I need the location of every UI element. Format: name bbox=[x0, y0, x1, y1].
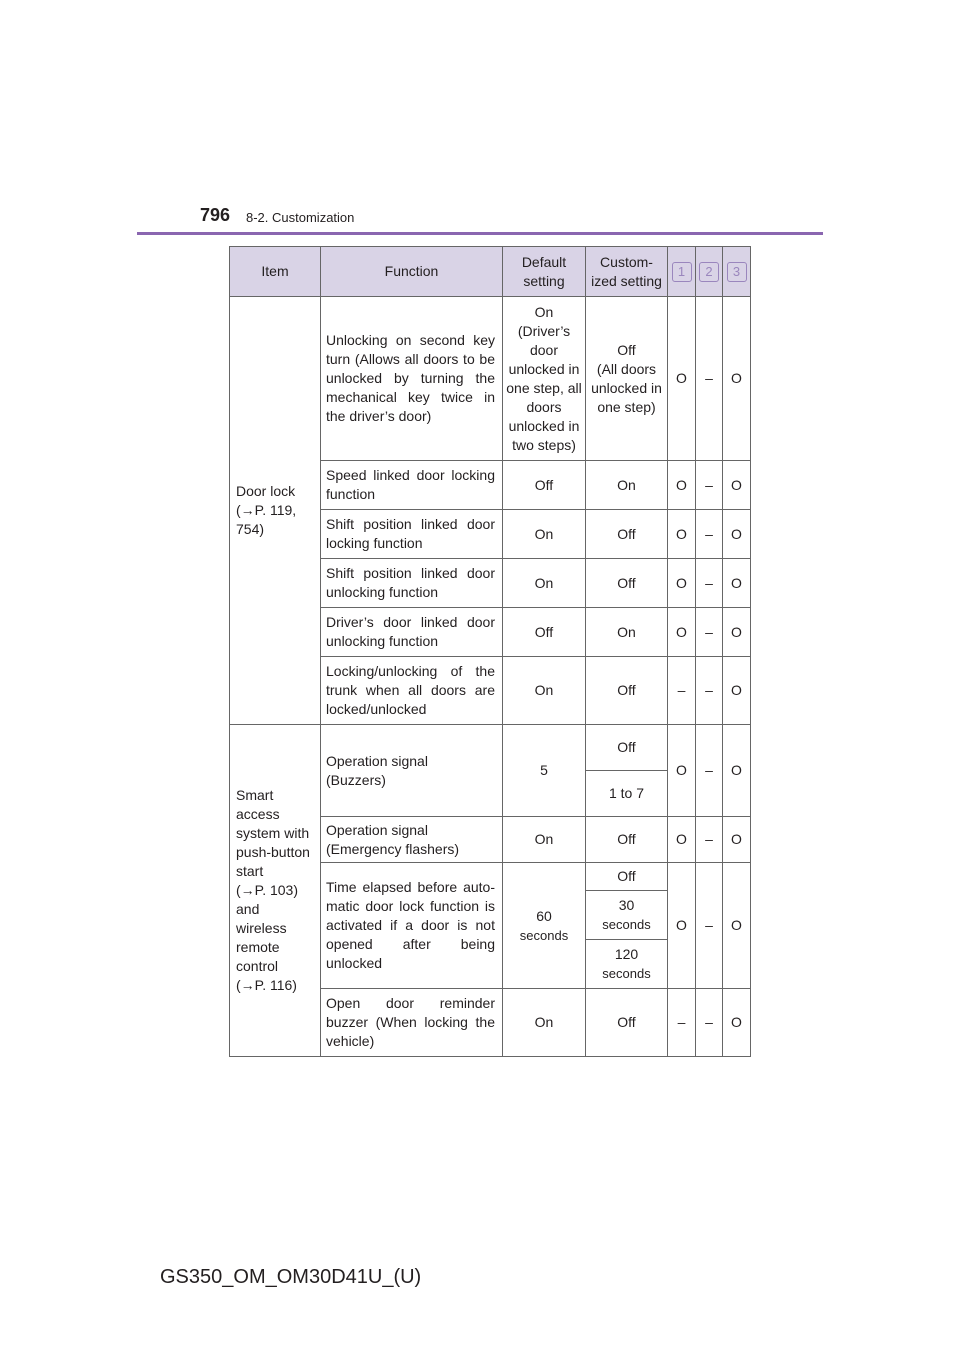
item-door-lock: Door lock (→P. 119, 754) bbox=[230, 297, 321, 725]
col-icon-3 bbox=[723, 247, 751, 297]
mark-cell: O bbox=[668, 608, 696, 657]
custom-cell: Off bbox=[586, 817, 668, 863]
mark-cell: O bbox=[723, 725, 751, 817]
function-cell: Time elapsed before auto-matic door lock function is activated if a door is not opened after being unlocked bbox=[321, 863, 503, 989]
mark-cell: O bbox=[668, 725, 696, 817]
mark-cell: O bbox=[723, 461, 751, 510]
custom-cell: On bbox=[586, 461, 668, 510]
function-cell: Operation signal (Buzzers) bbox=[321, 725, 503, 817]
custom-cell: Off bbox=[586, 657, 668, 725]
mark-cell: – bbox=[696, 461, 723, 510]
custom-cell: 120 seconds bbox=[586, 940, 668, 989]
number-3-icon: 3 bbox=[727, 262, 747, 282]
mark-cell: O bbox=[723, 817, 751, 863]
col-item: Item bbox=[230, 247, 321, 297]
default-cell: On bbox=[503, 657, 586, 725]
col-default: Default setting bbox=[503, 247, 586, 297]
default-cell: 5 bbox=[503, 725, 586, 817]
default-cell: Off bbox=[503, 461, 586, 510]
custom-cell: Off bbox=[586, 510, 668, 559]
mark-cell: – bbox=[696, 725, 723, 817]
function-cell: Locking/unlocking of the trunk when all doors are locked/unlocked bbox=[321, 657, 503, 725]
custom-cell: 30 seconds bbox=[586, 891, 668, 940]
mark-cell: – bbox=[696, 863, 723, 989]
mark-cell: – bbox=[696, 559, 723, 608]
number-1-icon: 1 bbox=[672, 262, 692, 282]
default-cell: On (Driver’s door unlocked in one step, all doors unlocked in two steps) bbox=[503, 297, 586, 461]
mark-cell: O bbox=[723, 559, 751, 608]
function-cell: Unlocking on second key turn (Allows all doors to be unlocked by turning the mechanical key twice in the driver’s door) bbox=[321, 297, 503, 461]
custom-cell: On bbox=[586, 608, 668, 657]
default-cell: Off bbox=[503, 608, 586, 657]
customization-table bbox=[229, 246, 751, 1057]
table-row bbox=[230, 297, 751, 461]
mark-cell: – bbox=[696, 608, 723, 657]
default-cell: 60 seconds bbox=[503, 863, 586, 989]
mark-cell: – bbox=[668, 657, 696, 725]
custom-cell: Off bbox=[586, 559, 668, 608]
table-row bbox=[230, 725, 751, 771]
custom-cell: Off bbox=[586, 863, 668, 891]
mark-cell: O bbox=[668, 510, 696, 559]
item-smart-access: Smart access system with push-button start (→P. 103) and wireless remote control (→P. 116) bbox=[230, 725, 321, 1057]
mark-cell: O bbox=[668, 461, 696, 510]
col-icon-2 bbox=[696, 247, 723, 297]
mark-cell: – bbox=[696, 989, 723, 1057]
function-cell: Shift position linked door locking function bbox=[321, 510, 503, 559]
function-cell: Operation signal (Emergency flashers) bbox=[321, 817, 503, 863]
mark-cell: O bbox=[668, 559, 696, 608]
custom-cell: 1 to 7 bbox=[586, 771, 668, 817]
function-cell: Open door reminder buzzer (When locking the vehicle) bbox=[321, 989, 503, 1057]
mark-cell: – bbox=[668, 989, 696, 1057]
mark-cell: – bbox=[696, 817, 723, 863]
custom-cell: Off bbox=[586, 989, 668, 1057]
mark-cell: O bbox=[723, 863, 751, 989]
function-cell: Driver’s door linked door unlocking function bbox=[321, 608, 503, 657]
mark-cell: O bbox=[668, 863, 696, 989]
function-cell: Speed linked door locking function bbox=[321, 461, 503, 510]
number-2-icon: 2 bbox=[699, 262, 719, 282]
mark-cell: O bbox=[723, 297, 751, 461]
default-cell: On bbox=[503, 817, 586, 863]
default-cell: On bbox=[503, 510, 586, 559]
mark-cell: O bbox=[668, 297, 696, 461]
document-code: GS350_OM_OM30D41U_(U) bbox=[160, 1266, 422, 1288]
col-icon-1 bbox=[668, 247, 696, 297]
table-header-row bbox=[230, 247, 751, 297]
header-rule bbox=[137, 232, 823, 235]
custom-cell: Off bbox=[586, 725, 668, 771]
mark-cell: O bbox=[723, 510, 751, 559]
page-number: 796 bbox=[200, 205, 231, 225]
mark-cell: O bbox=[723, 657, 751, 725]
mark-cell: O bbox=[723, 608, 751, 657]
mark-cell: – bbox=[696, 297, 723, 461]
col-function: Function bbox=[321, 247, 503, 297]
section-title: 8-2. Customization bbox=[246, 210, 355, 225]
col-custom: Custom- ized setting bbox=[586, 247, 668, 297]
mark-cell: – bbox=[696, 657, 723, 725]
default-cell: On bbox=[503, 559, 586, 608]
mark-cell: – bbox=[696, 510, 723, 559]
custom-cell: Off (All doors unlocked in one step) bbox=[586, 297, 668, 461]
mark-cell: O bbox=[668, 817, 696, 863]
function-cell: Shift position linked door unlocking function bbox=[321, 559, 503, 608]
default-cell: On bbox=[503, 989, 586, 1057]
mark-cell: O bbox=[723, 989, 751, 1057]
